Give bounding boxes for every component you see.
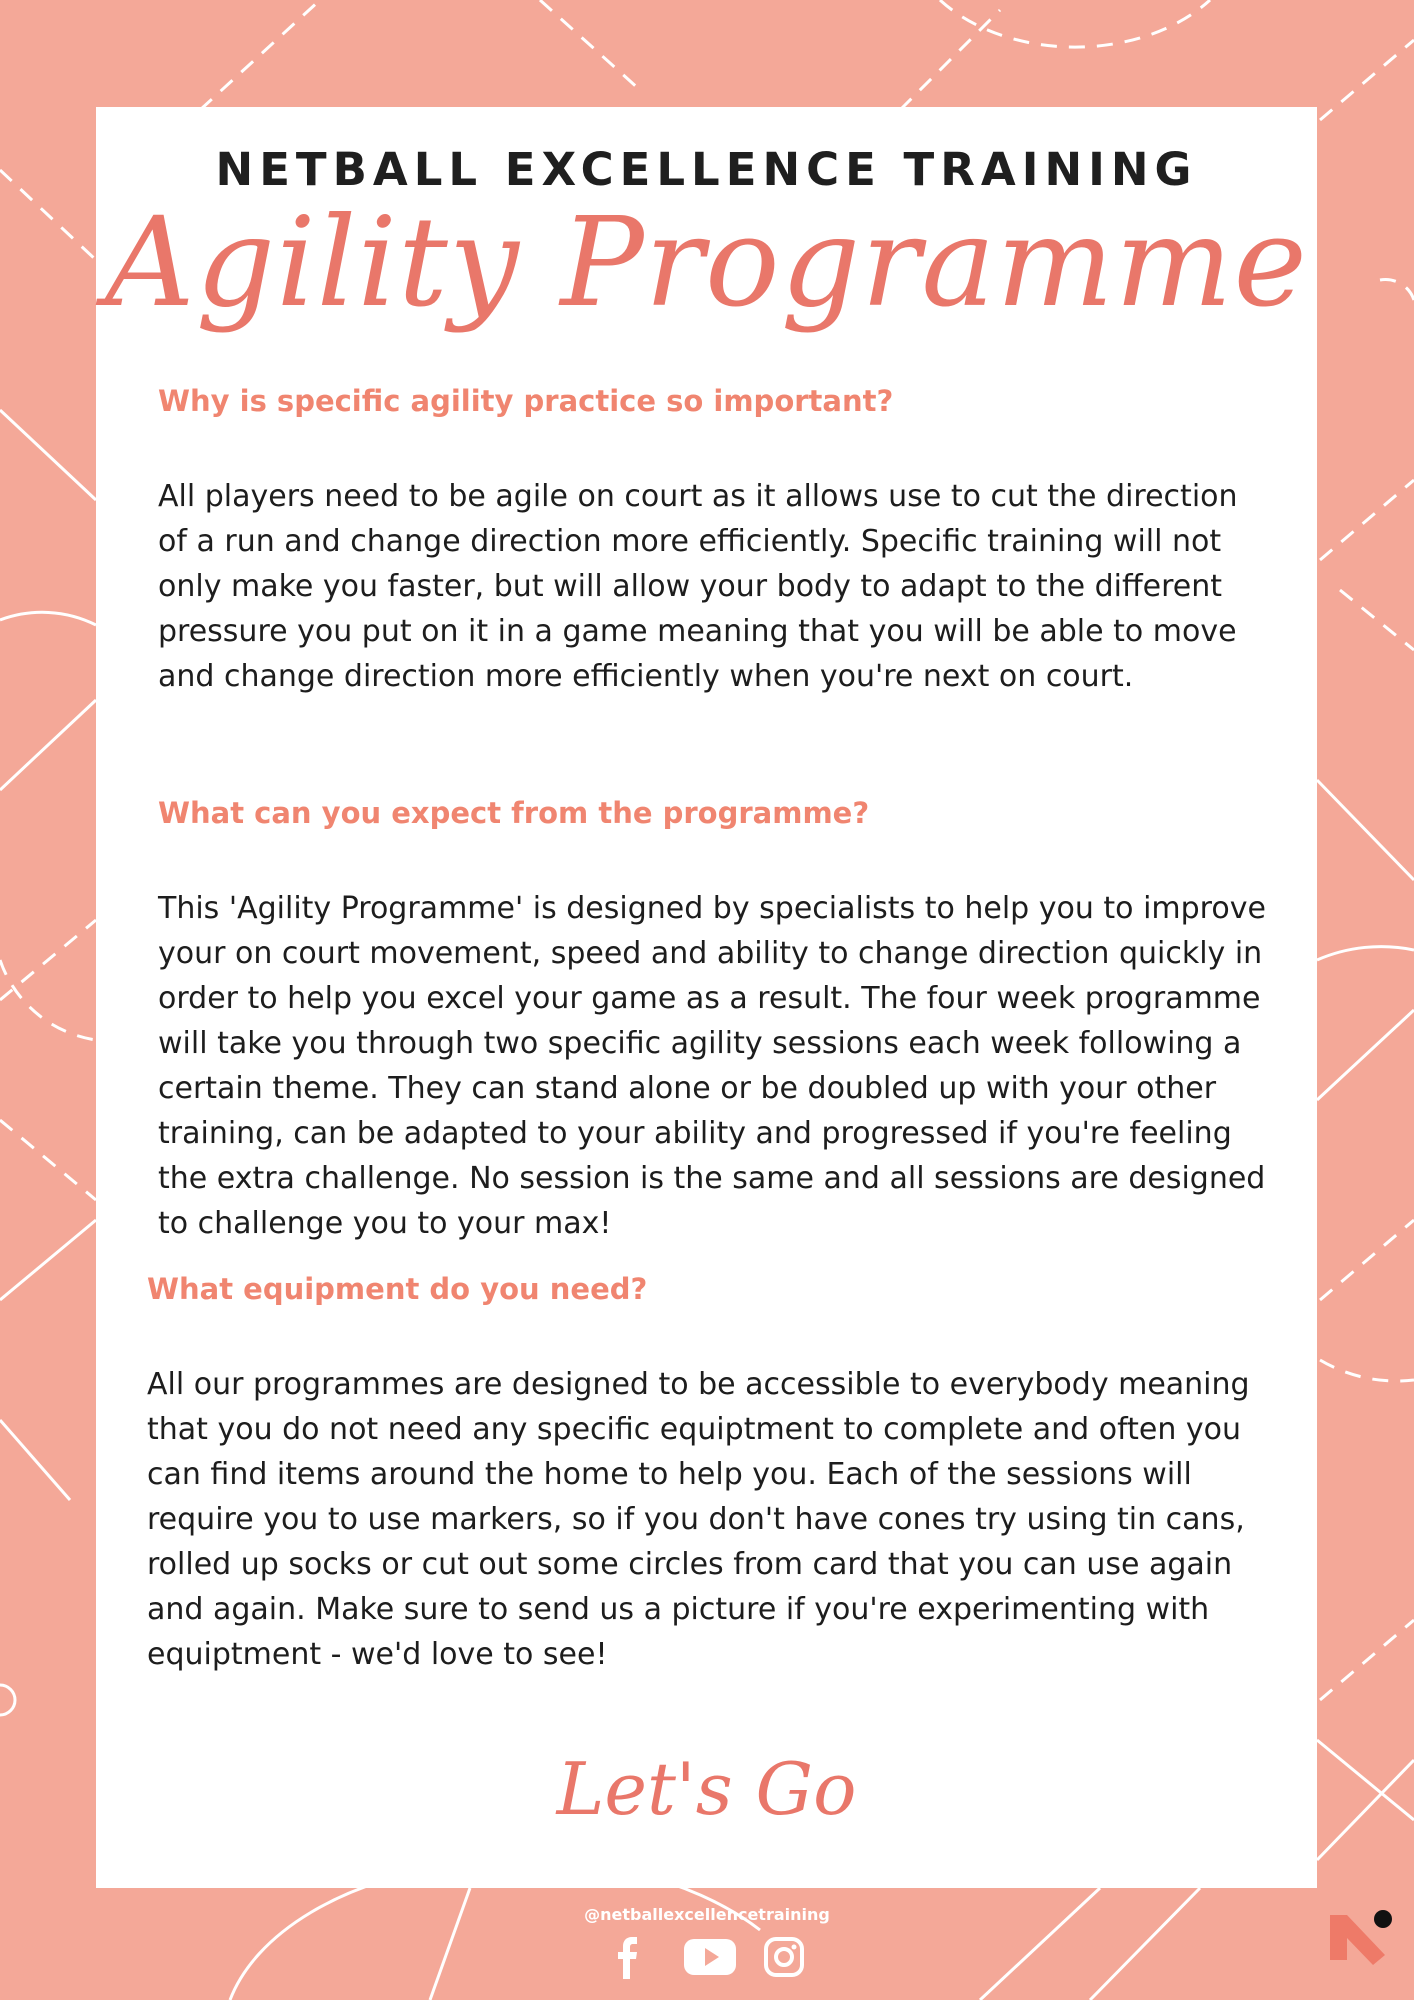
section-heading-equipment: What equipment do you need? — [147, 1272, 648, 1306]
org-title: NETBALL EXCELLENCE TRAINING — [215, 143, 1198, 196]
section-body-importance: All players need to be agile on court as it allows use to cut the direction of a run and change direction more efficiently. Specific training will not only make you faster, but will allow your body to adapt to the different pressure you put on it in a game meaning that you will be able to move and change direction more efficiently when you're next on court. — [158, 479, 1238, 694]
instagram-icon[interactable] — [762, 1935, 812, 1979]
social-handle[interactable]: @netballexcellencetraining — [584, 1905, 830, 1924]
brand-logo-icon — [1325, 1900, 1395, 1970]
section-heading-importance: Why is specific agility practice so important? — [158, 384, 894, 418]
section-heading-expectations: What can you expect from the programme? — [158, 796, 870, 830]
content-card — [96, 107, 1317, 1888]
youtube-icon[interactable] — [682, 1935, 732, 1979]
programme-title: Agility Programme — [105, 191, 1308, 335]
lets-go-script: Let's Go — [556, 1747, 857, 1831]
section-body-equipment: All our programmes are designed to be accessible to everybody meaning that you do not need any specific equiptment to complete and often you can find items around the home to help you. Each of the sessions will require you to use markers, so if you don't have cones try using tin cans, rolled up socks or cut out some circles from card that you can use again and again. Make sure to send us a picture if you're experimenting with equiptment - we'd love to see! — [147, 1367, 1250, 1672]
facebook-icon[interactable] — [602, 1935, 652, 1979]
section-body-expectations: This 'Agility Programme' is designed by specialists to help you to improve your on court movement, speed and ability to change direction quickly in order to help you excel your game as a result. The four week programme will take you through two specific agility sessions each week following a certain theme. They can stand alone or be doubled up with your other training, can be adapted to your ability and progressed if you're feeling the extra challenge. No session is the same and all sessions are designed to challenge you to your max! — [158, 891, 1266, 1241]
social-links — [0, 1935, 1414, 1979]
